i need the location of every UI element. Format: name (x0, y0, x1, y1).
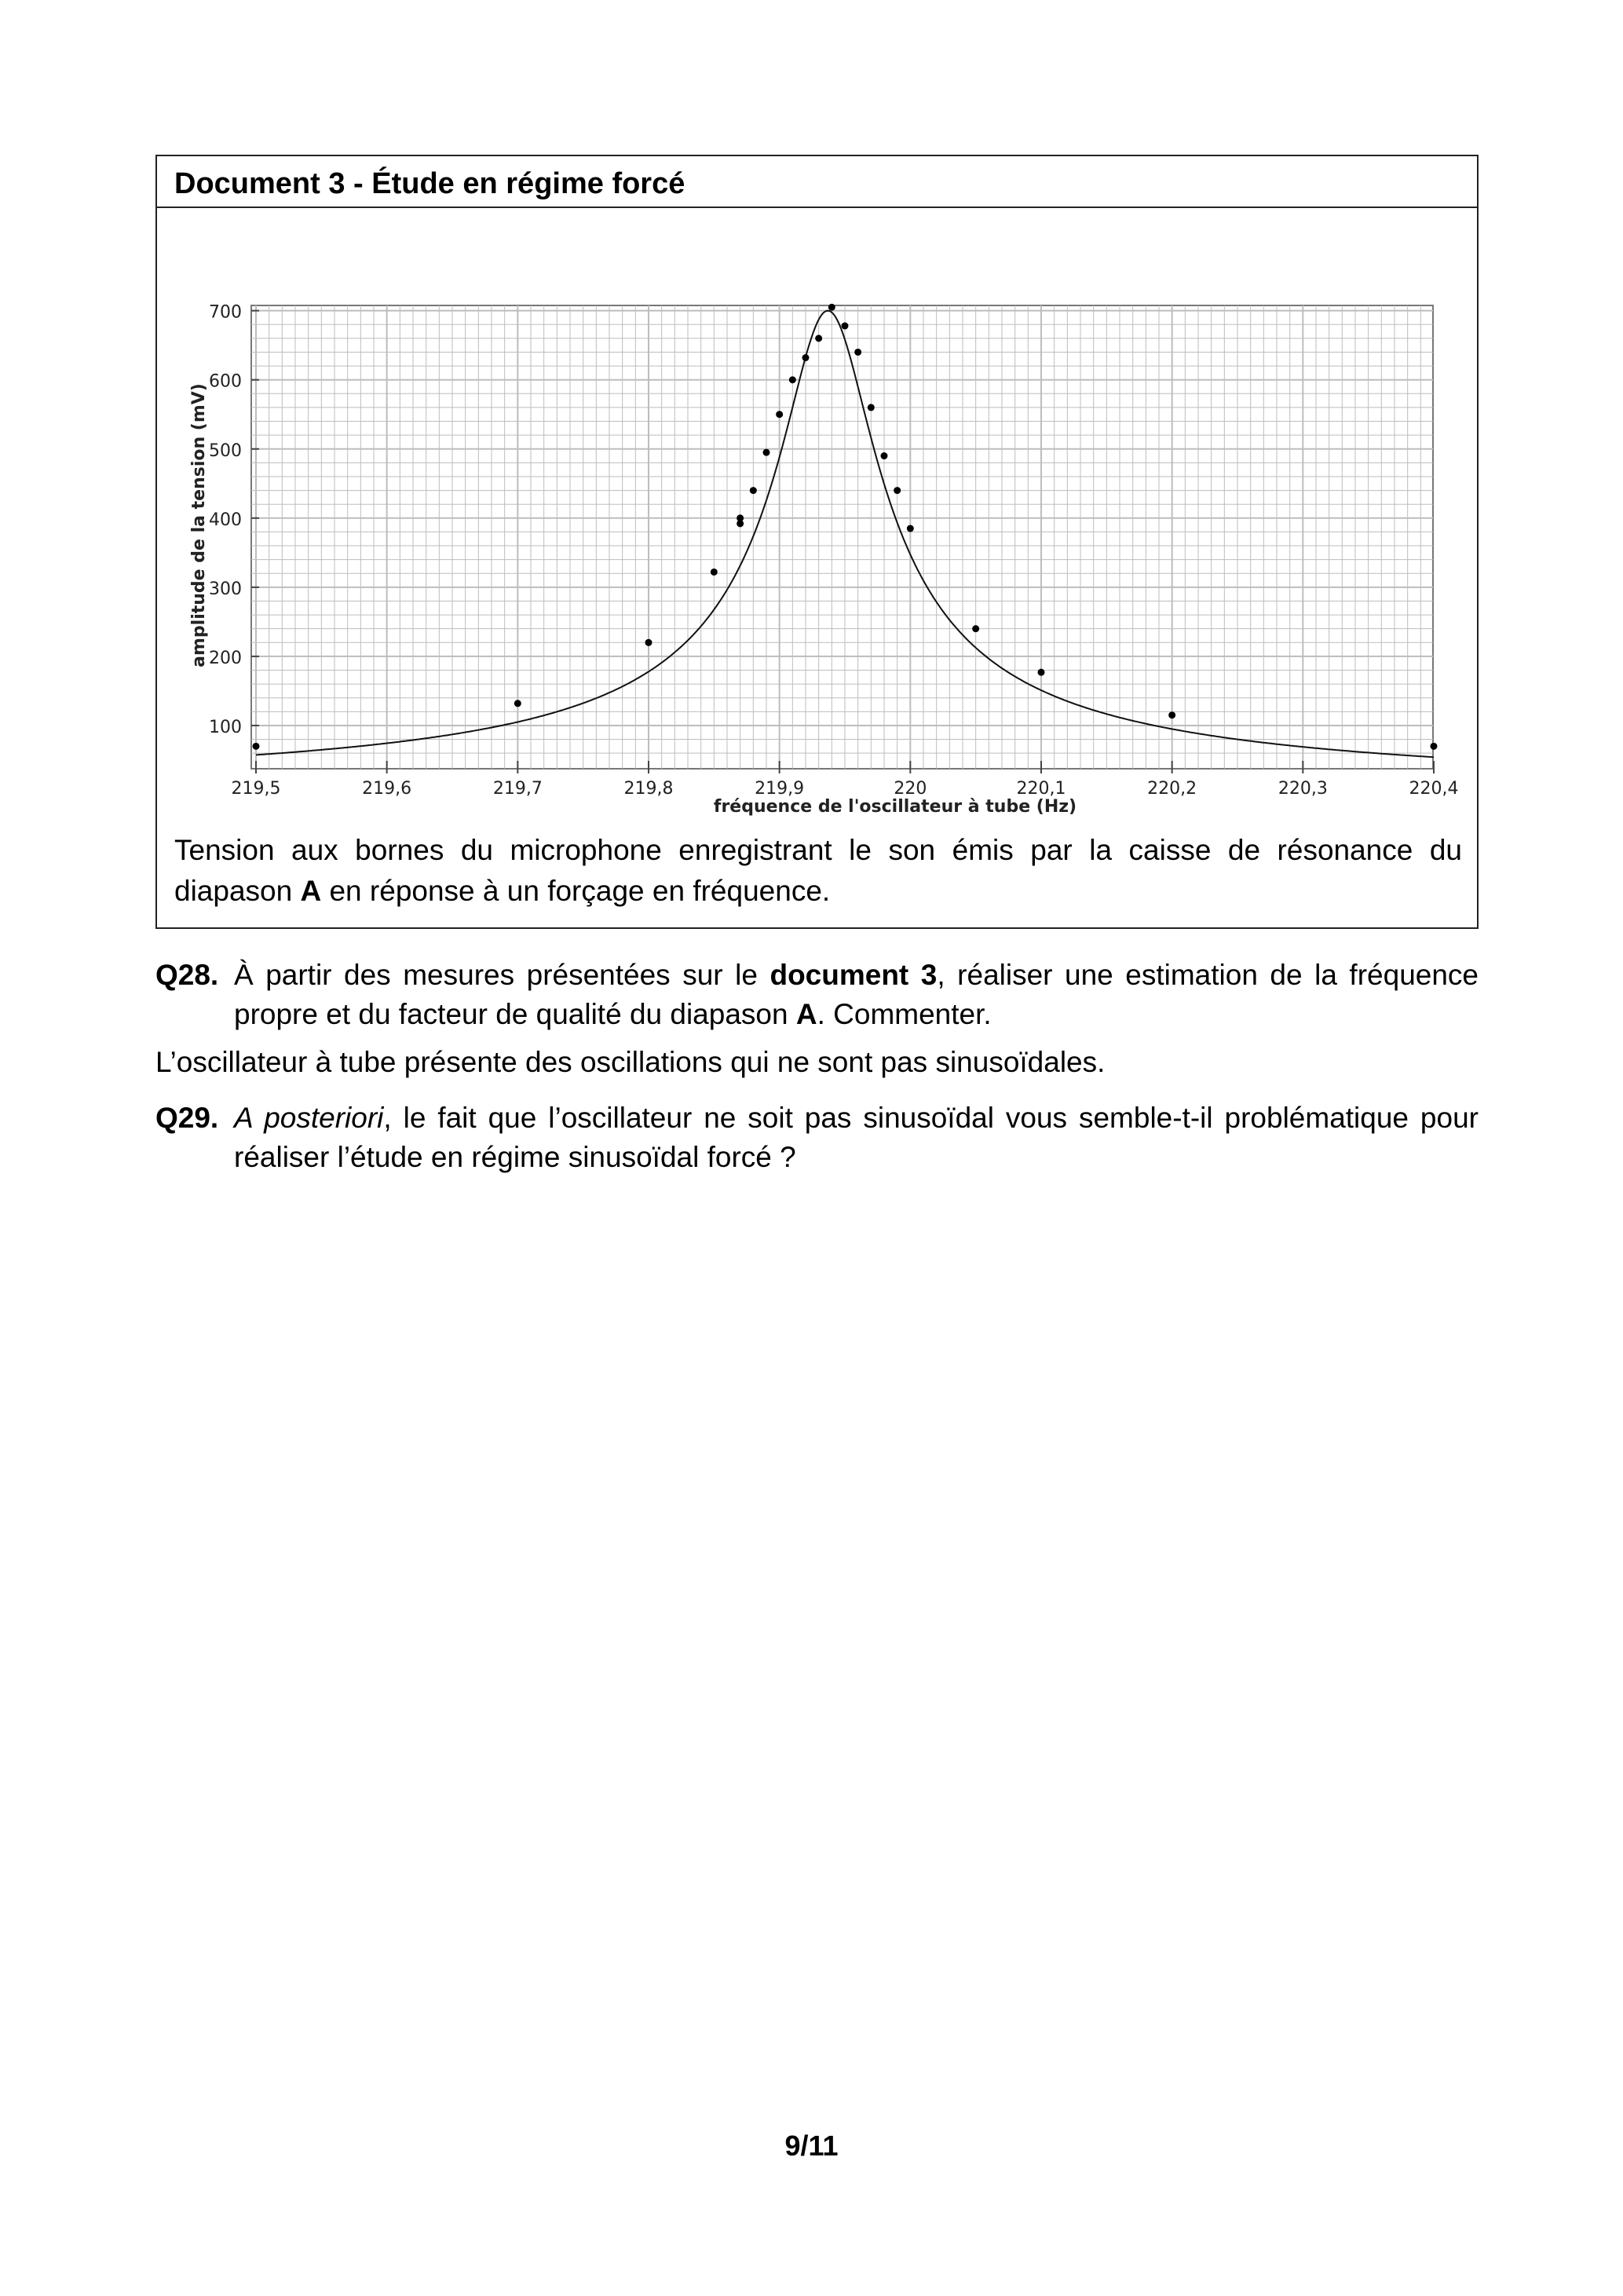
data-point (1038, 669, 1045, 676)
data-point (842, 323, 849, 330)
x-tick-label: 220,4 (1409, 779, 1459, 799)
x-tick-label: 219,5 (231, 779, 281, 799)
page-number: 9/11 (784, 2130, 839, 2162)
y-axis-label: amplitude de la tension (mV) (189, 383, 209, 667)
data-point (854, 349, 861, 356)
data-point (972, 625, 979, 632)
y-tick-label: 600 (209, 371, 242, 392)
question-number: Q29. (155, 1102, 219, 1134)
caption-diapason-letter: A (300, 875, 322, 907)
y-tick-label: 400 (209, 510, 242, 530)
data-point (1431, 743, 1438, 750)
x-axis-label: fréquence de l'oscillateur à tube (Hz) (713, 797, 1077, 817)
chart-caption: Tension aux bornes du microphone enregistrant le son émis par la caisse de résonance du diapason A en réponse à un forçage en fréquence. (174, 834, 1462, 907)
plot-frame (251, 305, 1433, 769)
x-tick-label: 220 (894, 779, 927, 799)
data-point (253, 743, 260, 750)
statement-text: L’oscillateur à tube présente des oscillations qui ne sont pas sinusoïdales. (155, 1046, 1106, 1078)
data-point (868, 404, 875, 411)
x-tick-label: 220,2 (1147, 779, 1197, 799)
y-tick-label: 200 (209, 648, 242, 668)
document-title: Document 3 - Étude en régime forcé (174, 167, 685, 200)
data-point (514, 700, 521, 707)
y-tick-label: 100 (209, 717, 242, 737)
data-point (881, 452, 888, 459)
x-tick-label: 219,7 (492, 779, 543, 799)
document-box (155, 155, 1479, 929)
data-point (711, 569, 718, 576)
question-text: A posteriori, le fait que l’oscillateur ne soit pas sinusoïdal vous semble-t-il problématique pour réaliser l’étude en régime sinusoïdal forcé ? (234, 1102, 1479, 1173)
data-point (737, 514, 744, 521)
data-point (776, 411, 783, 418)
data-point (763, 449, 770, 456)
question-number: Q28. (155, 959, 219, 991)
y-tick-label: 300 (209, 579, 242, 599)
data-point (894, 487, 901, 494)
x-tick-label: 219,6 (362, 779, 412, 799)
data-point (645, 639, 652, 646)
data-point (802, 354, 810, 361)
y-tick-label: 700 (209, 302, 242, 323)
data-point (750, 487, 757, 494)
data-point (828, 304, 835, 311)
data-point (1168, 711, 1175, 718)
x-tick-label: 220,3 (1278, 779, 1328, 799)
data-point (789, 376, 796, 383)
data-point (815, 335, 822, 342)
resonance-chart (157, 156, 1477, 832)
y-tick-label: 500 (209, 441, 242, 461)
data-point (907, 525, 914, 532)
x-tick-label: 220,1 (1016, 779, 1066, 799)
x-tick-label: 219,9 (755, 779, 805, 799)
x-tick-label: 219,8 (623, 779, 674, 799)
question-text: À partir des mesures présentées sur le document 3, réaliser une estimation de la fréquence propre et du facteur de qualité du diapason A. Commenter. (234, 959, 1479, 1030)
